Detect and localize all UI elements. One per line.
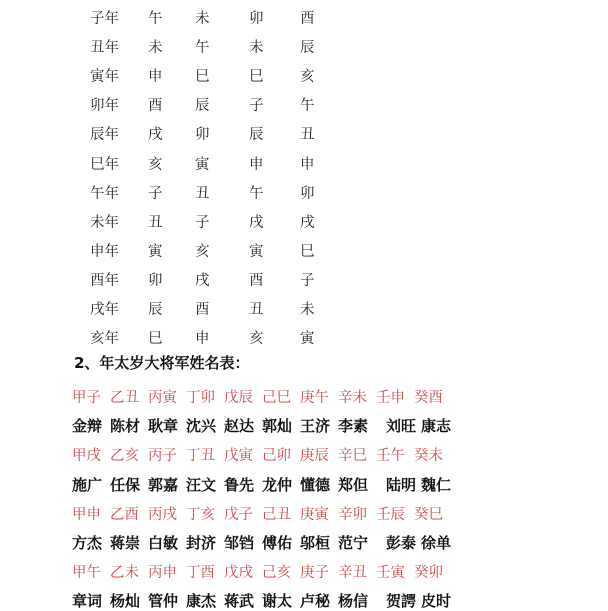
branch-cell: 寅 <box>249 243 264 260</box>
branch-cell: 丑 <box>148 214 163 231</box>
year-label: 亥年 <box>90 331 119 348</box>
name-cell: 封济 <box>186 534 217 552</box>
ganzhi-cell: 丙戌 <box>148 506 177 523</box>
branch-cell: 巳 <box>300 243 315 260</box>
ganzhi-cell: 戊戌 <box>224 565 253 582</box>
name-cell: 白敏 <box>148 534 179 552</box>
branch-cell: 子 <box>195 214 210 231</box>
ganzhi-cell: 癸卯 <box>414 565 443 582</box>
name-cell: 刘旺 <box>386 417 417 436</box>
name-cell: 赵达 <box>224 417 255 436</box>
ganzhi-cell: 戊子 <box>224 506 253 523</box>
name-cell: 范宁 <box>338 534 369 552</box>
ganzhi-cell: 丙寅 <box>148 390 177 406</box>
year-label: 午年 <box>90 185 119 202</box>
ganzhi-cell: 辛未 <box>338 390 367 406</box>
year-label: 巳年 <box>90 156 119 173</box>
ganzhi-cell: 癸未 <box>414 448 443 465</box>
name-cell: 康志 <box>421 417 452 436</box>
branch-cell: 酉 <box>300 11 315 27</box>
ganzhi-cell: 甲子 <box>72 390 101 406</box>
branch-cell: 戌 <box>300 214 315 231</box>
ganzhi-cell: 丙子 <box>148 448 177 465</box>
branch-cell: 丑 <box>195 185 210 202</box>
name-cell: 蒋崇 <box>110 534 141 552</box>
year-label: 未年 <box>90 214 119 231</box>
ganzhi-cell: 庚寅 <box>300 506 329 523</box>
branch-cell: 午 <box>195 40 210 57</box>
name-cell: 康杰 <box>186 592 217 611</box>
ganzhi-cell: 甲申 <box>72 506 101 523</box>
ganzhi-cell: 庚午 <box>300 390 329 406</box>
name-cell: 汪文 <box>186 475 217 494</box>
ganzhi-cell: 丁卯 <box>186 390 215 406</box>
year-label: 酉年 <box>90 272 119 289</box>
branch-cell: 午 <box>148 11 163 27</box>
branch-cell: 午 <box>249 185 264 202</box>
ganzhi-cell: 乙丑 <box>110 390 139 406</box>
branch-cell: 辰 <box>249 127 264 144</box>
name-cell: 沈兴 <box>186 417 217 436</box>
ganzhi-cell: 己卯 <box>262 448 291 465</box>
branch-cell: 未 <box>249 40 264 57</box>
branch-cell: 子 <box>249 98 264 115</box>
ganzhi-cell: 庚子 <box>300 565 329 582</box>
branch-cell: 卯 <box>249 11 264 27</box>
name-cell: 方杰 <box>72 534 103 552</box>
name-cell: 邬桓 <box>300 534 331 552</box>
branch-cell: 巳 <box>249 69 264 86</box>
branch-cell: 未 <box>300 302 315 318</box>
year-label: 子年 <box>90 11 119 27</box>
name-cell: 管仲 <box>148 592 179 611</box>
section-heading: 2、年太岁大将军姓名表： <box>74 354 250 372</box>
ganzhi-cell: 乙未 <box>110 565 139 582</box>
name-cell: 李素 <box>338 417 369 436</box>
name-cell: 懂德 <box>300 475 331 494</box>
branch-cell: 寅 <box>300 331 315 348</box>
ganzhi-cell: 己巳 <box>262 390 291 406</box>
name-cell: 龙仲 <box>262 475 293 494</box>
ganzhi-cell: 癸巳 <box>414 506 443 523</box>
branch-cell: 亥 <box>300 69 315 86</box>
branch-cell: 戌 <box>249 214 264 231</box>
branch-cell: 卯 <box>148 272 163 289</box>
branch-cell: 戌 <box>148 127 163 144</box>
name-cell: 卢秘 <box>300 592 331 611</box>
ganzhi-cell: 壬午 <box>376 448 405 465</box>
branch-cell: 戌 <box>195 272 210 289</box>
year-label: 戌年 <box>90 302 119 318</box>
branch-cell: 巳 <box>195 69 210 86</box>
name-cell: 杨灿 <box>110 592 141 611</box>
name-cell: 鲁先 <box>224 475 255 494</box>
ganzhi-cell: 己亥 <box>262 565 291 582</box>
year-label: 卯年 <box>90 98 119 115</box>
name-cell: 谢太 <box>262 592 293 611</box>
ganzhi-cell: 戊辰 <box>224 390 253 406</box>
branch-cell: 卯 <box>195 127 210 144</box>
name-cell: 郑但 <box>338 475 369 494</box>
name-cell: 金辩 <box>72 417 103 436</box>
name-cell: 陈材 <box>110 417 141 436</box>
name-cell: 陆明 <box>386 475 417 494</box>
branch-cell: 午 <box>300 98 315 115</box>
branch-cell: 亥 <box>148 156 163 173</box>
branch-cell: 辰 <box>300 40 315 57</box>
ganzhi-cell: 壬辰 <box>376 506 405 523</box>
ganzhi-cell: 戊寅 <box>224 448 253 465</box>
ganzhi-cell: 庚辰 <box>300 448 329 465</box>
branch-cell: 未 <box>195 11 210 27</box>
branch-cell: 卯 <box>300 185 315 202</box>
name-cell: 徐单 <box>421 534 452 552</box>
branch-cell: 酉 <box>148 98 163 115</box>
branch-cell: 丑 <box>300 127 315 144</box>
year-label: 申年 <box>90 243 119 260</box>
ganzhi-cell: 丁酉 <box>186 565 215 582</box>
name-cell: 章词 <box>72 592 103 611</box>
name-cell: 郭灿 <box>262 417 293 436</box>
name-cell: 任保 <box>110 475 141 494</box>
branch-cell: 寅 <box>148 243 163 260</box>
name-cell: 傅佑 <box>262 534 293 552</box>
branch-cell: 酉 <box>249 272 264 289</box>
ganzhi-cell: 壬寅 <box>376 565 405 582</box>
ganzhi-cell: 辛巳 <box>338 448 367 465</box>
name-cell: 郭嘉 <box>148 475 179 494</box>
year-label: 寅年 <box>90 69 119 86</box>
branch-cell: 申 <box>195 331 210 348</box>
branch-cell: 子 <box>300 272 315 289</box>
branch-cell: 辰 <box>148 302 163 318</box>
ganzhi-cell: 丁丑 <box>186 448 215 465</box>
name-cell: 蒋武 <box>224 592 255 611</box>
branch-cell: 申 <box>300 156 315 173</box>
name-cell: 施广 <box>72 475 103 494</box>
ganzhi-cell: 壬申 <box>376 390 405 406</box>
name-cell: 杨信 <box>338 592 369 611</box>
branch-cell: 亥 <box>249 331 264 348</box>
year-label: 丑年 <box>90 40 119 57</box>
year-label: 辰年 <box>90 127 119 144</box>
branch-cell: 申 <box>249 156 264 173</box>
branch-cell: 辰 <box>195 98 210 115</box>
ganzhi-cell: 乙酉 <box>110 506 139 523</box>
branch-cell: 寅 <box>195 156 210 173</box>
ganzhi-cell: 辛卯 <box>338 506 367 523</box>
ganzhi-cell: 甲午 <box>72 565 101 582</box>
name-cell: 皮时 <box>421 592 452 611</box>
name-cell: 贺諤 <box>386 592 417 611</box>
branch-cell: 酉 <box>195 302 210 318</box>
name-cell: 王济 <box>300 417 331 436</box>
branch-cell: 子 <box>148 185 163 202</box>
ganzhi-cell: 甲戌 <box>72 448 101 465</box>
branch-cell: 巳 <box>148 331 163 348</box>
ganzhi-cell: 乙亥 <box>110 448 139 465</box>
name-cell: 魏仁 <box>421 475 452 494</box>
name-cell: 邹铛 <box>224 534 255 552</box>
ganzhi-cell: 丙申 <box>148 565 177 582</box>
branch-cell: 申 <box>148 69 163 86</box>
ganzhi-cell: 癸酉 <box>414 390 443 406</box>
name-cell: 耿章 <box>148 417 179 436</box>
ganzhi-cell: 辛丑 <box>338 565 367 582</box>
ganzhi-cell: 己丑 <box>262 506 291 523</box>
branch-cell: 亥 <box>195 243 210 260</box>
branch-cell: 未 <box>148 40 163 57</box>
branch-cell: 丑 <box>249 302 264 318</box>
ganzhi-cell: 丁亥 <box>186 506 215 523</box>
name-cell: 彭泰 <box>386 534 417 552</box>
